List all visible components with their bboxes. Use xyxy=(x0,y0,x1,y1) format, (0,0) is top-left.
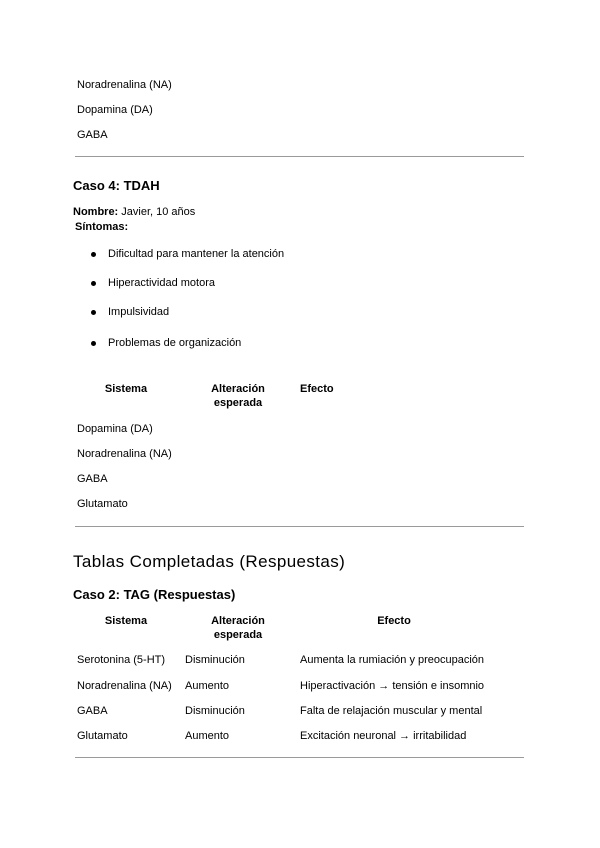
table-header-sistema: Sistema xyxy=(104,615,148,627)
header-line: esperada xyxy=(213,397,263,409)
section-heading-answers: Tablas Completadas (Respuestas) xyxy=(73,552,346,571)
table-cell-system: Noradrenalina (NA) xyxy=(77,79,172,91)
table-header-alteracion xyxy=(198,614,278,642)
table-cell-system: GABA xyxy=(77,129,108,141)
section-heading-case4: Caso 4: TDAH xyxy=(73,178,160,193)
table-cell-alteration: Aumento xyxy=(185,730,230,742)
header-line: esperada xyxy=(213,629,263,641)
symptoms-label: Síntomas: xyxy=(75,221,129,233)
list-item: Impulsividad xyxy=(108,306,170,318)
table-cell-effect: Hiperactivación → tensión e insomnio xyxy=(300,680,485,692)
bullet-icon xyxy=(91,341,96,346)
table-header-alteracion xyxy=(198,382,278,410)
table-cell-system: Noradrenalina (NA) xyxy=(77,448,172,460)
table-cell-system: Serotonina (5-HT) xyxy=(77,654,166,666)
table-cell-system: GABA xyxy=(77,705,108,717)
table-header-efecto: Efecto xyxy=(377,615,411,627)
table-cell-system: Dopamina (DA) xyxy=(77,104,153,116)
name-label: Nombre: xyxy=(73,206,119,218)
list-item: Problemas de organización xyxy=(108,337,242,349)
bullet-icon xyxy=(91,310,96,315)
table-cell-alteration: Disminución xyxy=(185,654,245,666)
name-value: Javier, 10 años xyxy=(121,206,196,218)
table-cell-system: Glutamato xyxy=(77,730,128,742)
table-cell-alteration: Disminución xyxy=(185,705,245,717)
table-cell-alteration: Aumento xyxy=(185,680,230,692)
horizontal-divider xyxy=(75,156,524,157)
table-cell-system: GABA xyxy=(77,473,108,485)
bullet-icon xyxy=(91,252,96,257)
table-header-efecto: Efecto xyxy=(300,383,334,395)
list-item: Dificultad para mantener la atención xyxy=(108,248,285,260)
header-line: Alteración xyxy=(211,615,265,627)
horizontal-divider xyxy=(75,526,524,527)
table-cell-effect: Aumenta la rumiación y preocupación xyxy=(300,654,485,666)
patient-name-line xyxy=(73,206,195,218)
horizontal-divider xyxy=(75,757,524,758)
table-cell-effect: Excitación neuronal → irritabilidad xyxy=(300,730,467,742)
list-item: Hiperactividad motora xyxy=(108,277,215,289)
header-line: Alteración xyxy=(211,383,265,395)
bullet-icon xyxy=(91,281,96,286)
subsection-heading-case2: Caso 2: TAG (Respuestas) xyxy=(73,587,236,602)
table-header-sistema: Sistema xyxy=(104,383,148,395)
table-cell-system: Glutamato xyxy=(77,498,128,510)
table-cell-effect: Falta de relajación muscular y mental xyxy=(300,705,483,717)
table-cell-system: Dopamina (DA) xyxy=(77,423,153,435)
table-cell-system: Noradrenalina (NA) xyxy=(77,680,172,692)
